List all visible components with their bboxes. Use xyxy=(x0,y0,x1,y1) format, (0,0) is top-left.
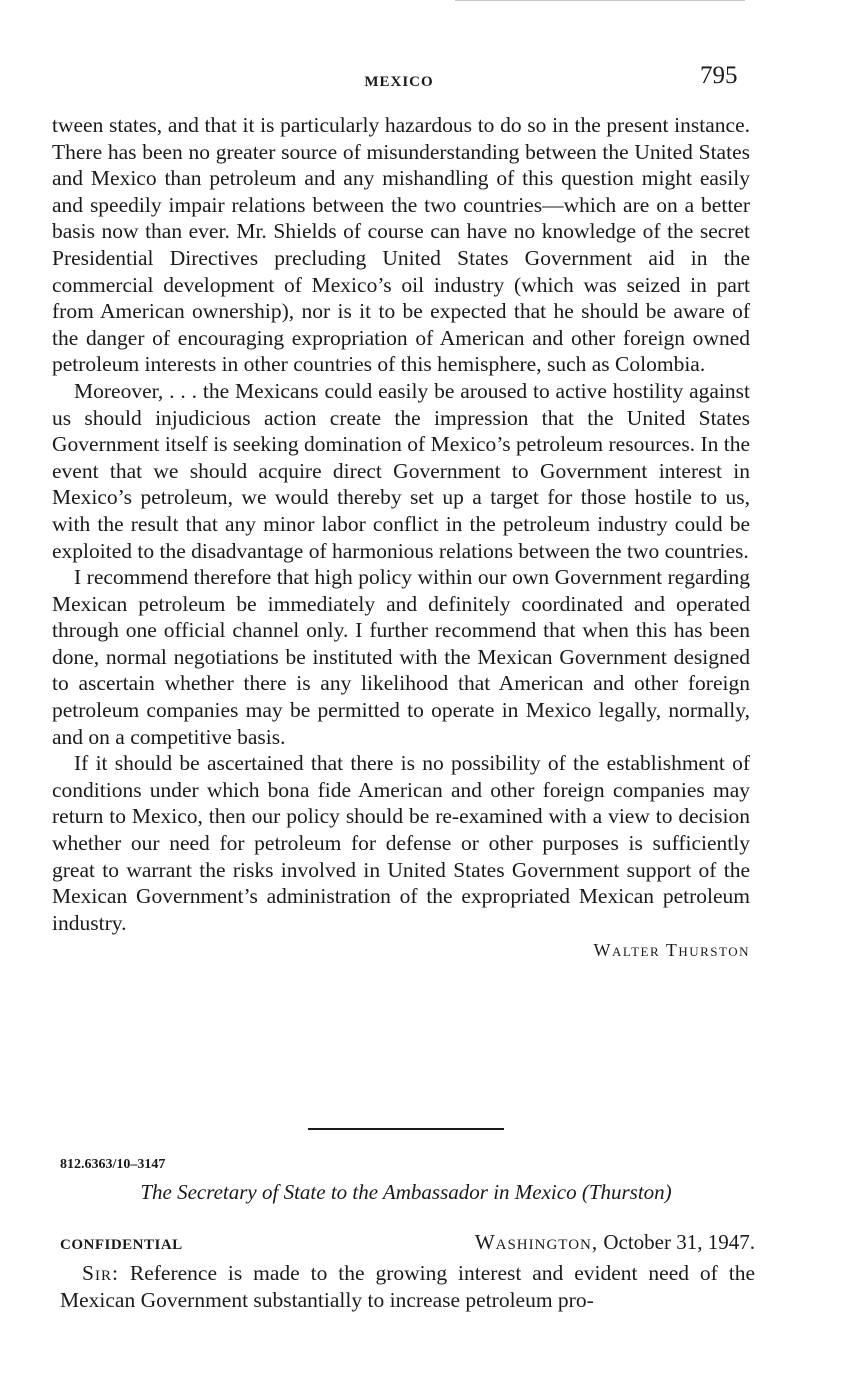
memo-paragraph-3: I recommend therefore that high policy within our own Government regarding Mexican petroleum be immediately and definitely coordinated and operated through one official channel only. I further recommend that when this has been done, normal negotiations be instituted with the Mexican Government designed to ascertain whether there is any likelihood that American and other foreign petroleum companies may be permitted to operate in Mexico legally, normally, and on a competitive basis. xyxy=(52,565,750,749)
top-edge-line xyxy=(455,0,745,1)
document-title-main: The Secretary of State to the Ambassador in Mexico xyxy=(140,1180,577,1204)
memo-body xyxy=(52,112,750,961)
letter-body xyxy=(60,1260,755,1313)
memo-paragraph-2: Moreover, . . . the Mexicans could easily be aroused to active hostility against us should injudicious action create the impression that the United States Government itself is seeking domination of Mexico’s petroleum resources. In the event that we should acquire direct Government to Government interest in Mexico’s petroleum, we would thereby set up a target for those hostile to us, with the result that any minor labor conflict in the petroleum industry could be exploited to the disadvantage of harmonious relations between the two countries. xyxy=(52,378,750,563)
section-divider xyxy=(308,1128,504,1130)
signature: Walter Thurston xyxy=(593,940,750,961)
letter-opening-paragraph xyxy=(60,1260,755,1313)
document-title-recipient: (Thurston) xyxy=(581,1180,672,1204)
document-title xyxy=(60,1180,752,1205)
dateline-date: October 31, 1947. xyxy=(603,1230,755,1254)
memo-paragraph-1: tween states, and that it is particularly hazardous to do so in the present instance. There has been no greater source of misunderstanding between the United States and Mexico than petroleum and any mishandling of this question might easily and speedily impair relations between the two countries—which are on a better basis now than ever. Mr. Shields of course can have no knowledge of the secret Presidential Directives precluding United States Government aid in the commercial development of Mexico’s oil industry (which was seized in part from American ownership), nor is it to be expected that he should be aware of the danger of encouraging expropriation of American and other foreign owned petroleum interests in other countries of this hemisphere, such as Colombia. xyxy=(52,113,750,377)
running-head: MEXICO xyxy=(364,74,434,90)
file-number: 812.6363/10–3147 xyxy=(60,1157,166,1172)
memo-paragraph-4: If it should be ascertained that there is no possibility of the establishment of conditions under which bona fide American and other foreign companies may return to Mexico, then our policy should be re-examined with a view to decision whether our need for petroleum for defense or other purposes is sufficiently great to warrant the risks involved in United States Government support of the Mexican Government’s administration of the expropriated Mexican petroleum industry. xyxy=(52,751,750,935)
dateline xyxy=(475,1230,755,1255)
letter-opening-text: Reference is made to the growing interest and evident need of the Mexican Government substantially to increase petroleum pro- xyxy=(60,1261,755,1312)
dateline-row xyxy=(60,1230,755,1255)
page-number: 795 xyxy=(700,62,738,89)
classification-label: CONFIDENTIAL xyxy=(60,1237,183,1253)
salutation: Sir: xyxy=(82,1261,119,1285)
dateline-place: Washington, xyxy=(474,1230,599,1254)
